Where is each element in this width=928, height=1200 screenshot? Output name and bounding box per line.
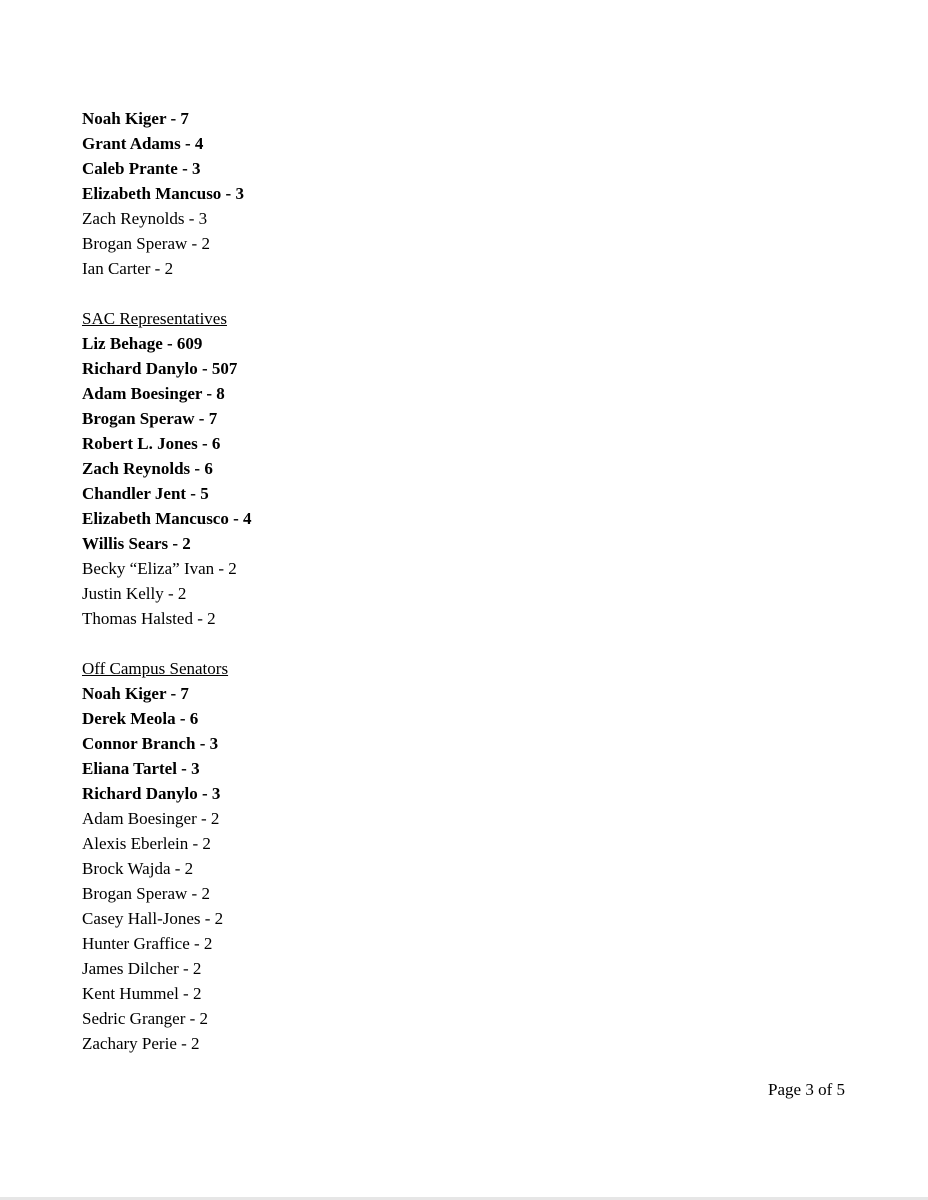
elected-candidate-entry: Derek Meola - 6 <box>82 709 199 728</box>
elected-candidate-entry: Richard Danylo - 507 <box>82 359 238 378</box>
candidate-entry: Kent Hummel - 2 <box>82 984 202 1003</box>
elected-candidate-entry: Eliana Tartel - 3 <box>82 759 200 778</box>
elected-candidate-entry: Richard Danylo - 3 <box>82 784 221 803</box>
candidate-entry: Casey Hall-Jones - 2 <box>82 909 224 928</box>
elected-candidate-entry: Grant Adams - 4 <box>82 134 204 153</box>
elected-candidate-entry: Elizabeth Mancusco - 4 <box>82 509 252 528</box>
candidate-entry: Zach Reynolds - 3 <box>82 209 208 228</box>
elected-candidate-entry: Noah Kiger - 7 <box>82 684 189 703</box>
candidate-entry: Brock Wajda - 2 <box>82 859 194 878</box>
elected-candidate-entry: Elizabeth Mancuso - 3 <box>82 184 244 203</box>
elected-candidate-entry: Zach Reynolds - 6 <box>82 459 213 478</box>
page-number: Page 3 of 5 <box>768 1080 845 1099</box>
elected-candidate-entry: Adam Boesinger - 8 <box>82 384 225 403</box>
elected-candidate-entry: Liz Behage - 609 <box>82 334 203 353</box>
elected-candidate-entry: Noah Kiger - 7 <box>82 109 189 128</box>
elected-candidate-entry: Brogan Speraw - 7 <box>82 409 218 428</box>
section-spacer <box>82 631 842 656</box>
candidate-entry: James Dilcher - 2 <box>82 959 202 978</box>
section-heading: SAC Representatives <box>82 309 227 328</box>
section-heading: Off Campus Senators <box>82 659 229 678</box>
candidate-entry: Alexis Eberlein - 2 <box>82 834 211 853</box>
candidate-entry: Adam Boesinger - 2 <box>82 809 220 828</box>
elected-candidate-entry: Connor Branch - 3 <box>82 734 219 753</box>
candidate-entry: Sedric Granger - 2 <box>82 1009 209 1028</box>
candidate-entry: Brogan Speraw - 2 <box>82 884 210 903</box>
candidate-entry: Thomas Halsted - 2 <box>82 609 216 628</box>
candidate-entry: Justin Kelly - 2 <box>82 584 187 603</box>
elected-candidate-entry: Robert L. Jones - 6 <box>82 434 221 453</box>
results-list <box>82 106 842 1056</box>
section-spacer <box>82 281 842 306</box>
elected-candidate-entry: Chandler Jent - 5 <box>82 484 209 503</box>
candidate-entry: Hunter Graffice - 2 <box>82 934 213 953</box>
candidate-entry: Ian Carter - 2 <box>82 259 174 278</box>
candidate-entry: Zachary Perie - 2 <box>82 1034 200 1053</box>
candidate-entry: Brogan Speraw - 2 <box>82 234 210 253</box>
candidate-entry: Becky “Eliza” Ivan - 2 <box>82 559 237 578</box>
elected-candidate-entry: Willis Sears - 2 <box>82 534 191 553</box>
elected-candidate-entry: Caleb Prante - 3 <box>82 159 201 178</box>
